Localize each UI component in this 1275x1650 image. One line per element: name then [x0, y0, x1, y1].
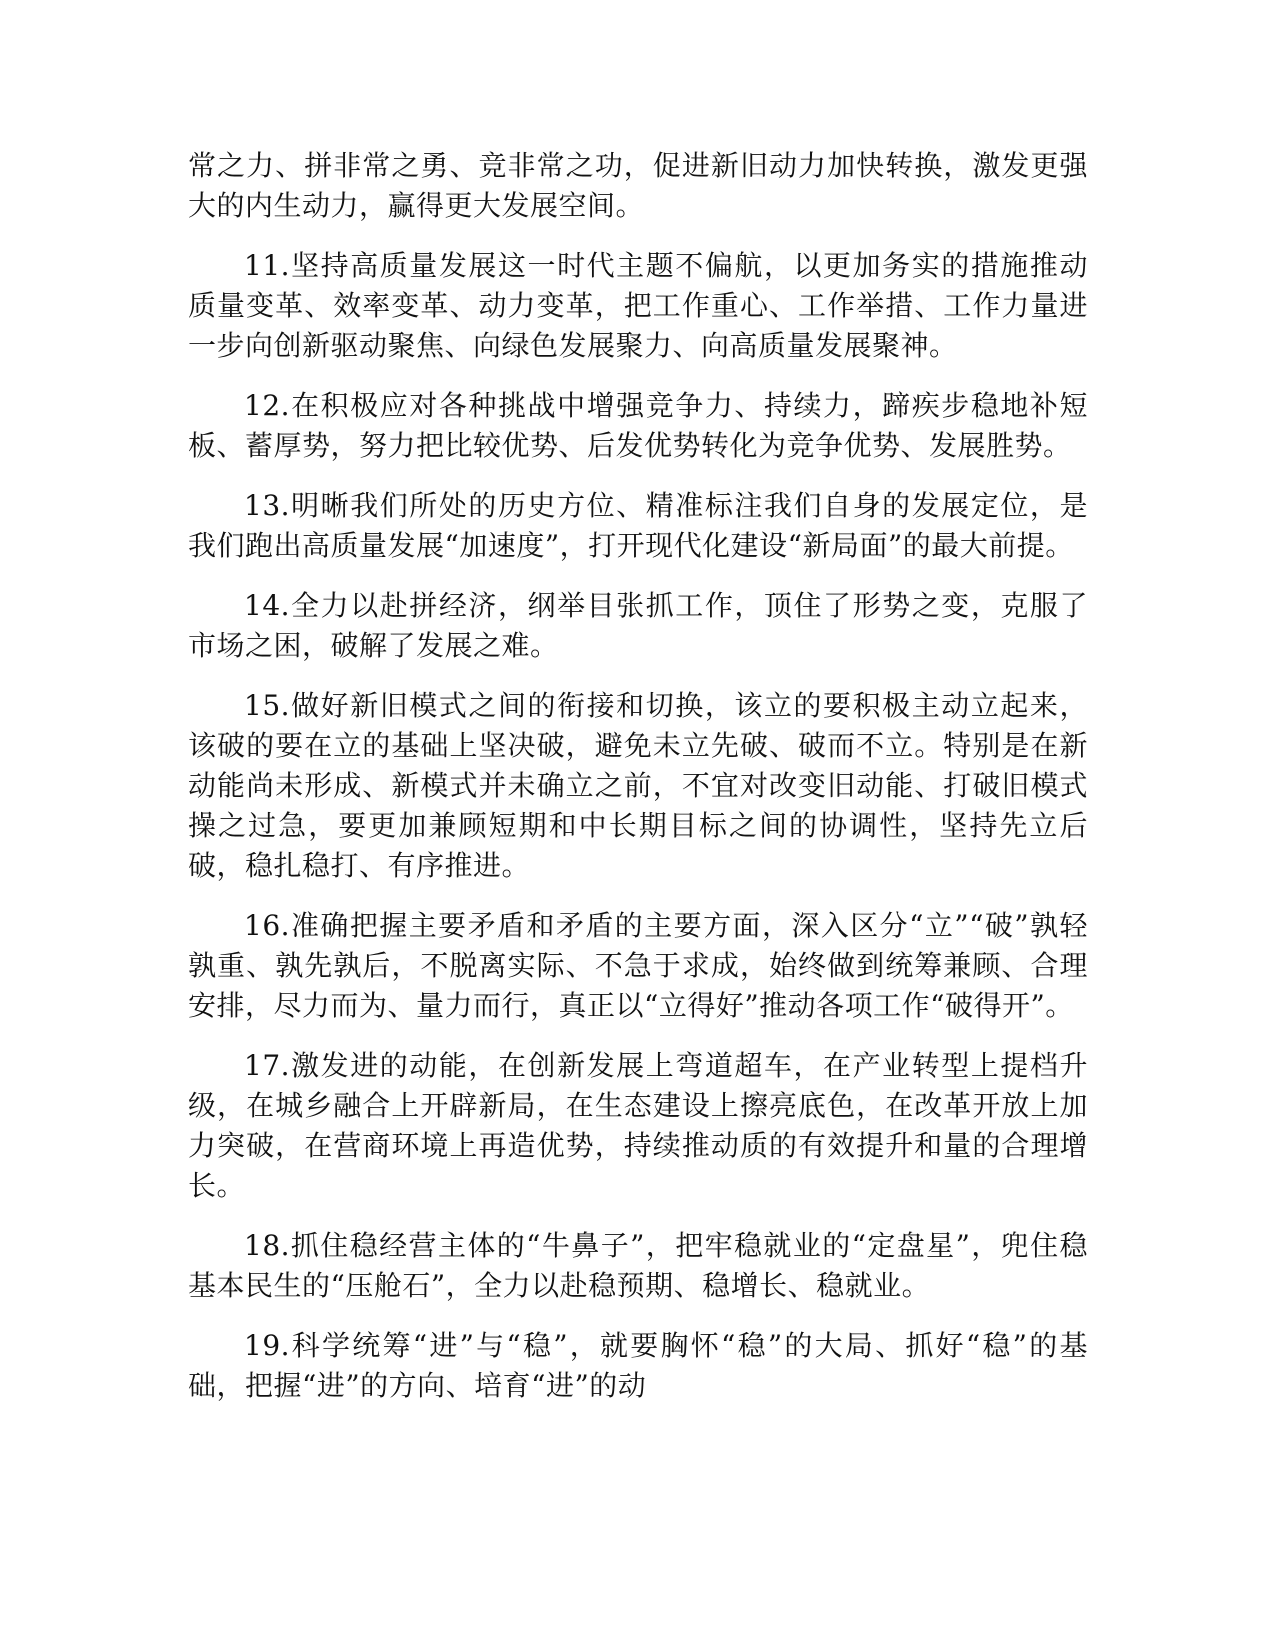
- paragraph-19: 19.科学统筹“进”与“稳”，就要胸怀“稳”的大局、抓好“稳”的基础，把握“进”的方向、培育“进”的动: [188, 1329, 1088, 1402]
- paragraph-13: 13.明晰我们所处的历史方位、精准标注我们自身的发展定位，是我们跑出高质量发展“加速度”，打开现代化建设“新局面”的最大前提。: [188, 489, 1088, 562]
- paragraph-11: 11.坚持高质量发展这一时代主题不偏航，以更加务实的措施推动质量变革、效率变革、动力变革，把工作重心、工作举措、工作力量进一步向创新驱动聚焦、向绿色发展聚力、向高质量发展聚神。: [188, 249, 1088, 362]
- paragraph-18: 18.抓住稳经营主体的“牛鼻子”，把牢稳就业的“定盘星”，兜住稳基本民生的“压舱石”，全力以赴稳预期、稳增长、稳就业。: [188, 1229, 1088, 1302]
- paragraph-16: 16.准确把握主要矛盾和矛盾的主要方面，深入区分“立”“破”孰轻孰重、孰先孰后，不脱离实际、不急于求成，始终做到统筹兼顾、合理安排，尽力而为、量力而行，真正以“立得好”推动各项工作“破得开”。: [188, 909, 1088, 1022]
- paragraph-15: 15.做好新旧模式之间的衔接和切换，该立的要积极主动立起来，该破的要在立的基础上坚决破，避免未立先破、破而不立。特别是在新动能尚未形成、新模式并未确立之前，不宜对改变旧动能、打破旧模式操之过急，要更加兼顾短期和中长期目标之间的协调性，坚持先立后破，稳扎稳打、有序推进。: [188, 689, 1088, 882]
- paragraph-14: 14.全力以赴拼经济，纲举目张抓工作，顶住了形势之变，克服了市场之困，破解了发展之难。: [188, 589, 1088, 662]
- paragraph-12: 12.在积极应对各种挑战中增强竞争力、持续力，蹄疾步稳地补短板、蓄厚势，努力把比较优势、后发优势转化为竞争优势、发展胜势。: [188, 389, 1088, 462]
- paragraph-continued: 常之力、拼非常之勇、竞非常之功，促进新旧动力加快转换，激发更强大的内生动力，赢得更大发展空间。: [188, 149, 1088, 222]
- document-body: [188, 146, 1088, 1426]
- paragraph-17: 17.激发进的动能，在创新发展上弯道超车，在产业转型上提档升级，在城乡融合上开辟新局，在生态建设上擦亮底色，在改革开放上加力突破，在营商环境上再造优势，持续推动质的有效提升和量的合理增长。: [188, 1049, 1088, 1202]
